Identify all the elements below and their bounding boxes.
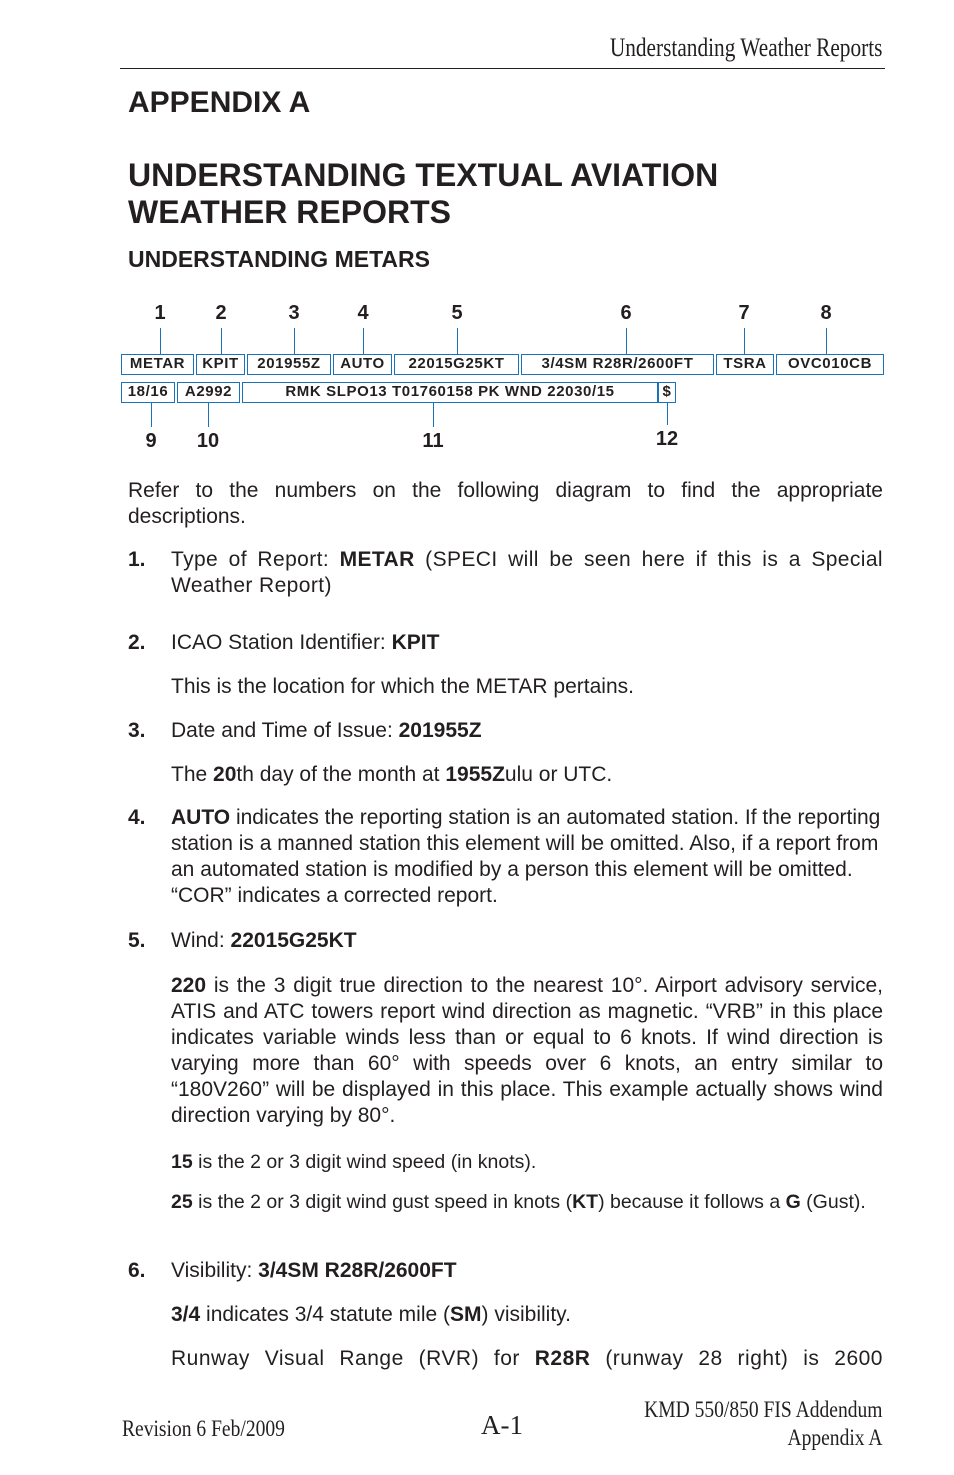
item-5-direction-value: 220 <box>171 974 207 997</box>
callout-5: 5 <box>451 302 463 324</box>
item-number-3: 3. <box>128 719 146 742</box>
item-1-text <box>171 547 883 599</box>
item-3-detail-time: 1955Z <box>445 763 505 786</box>
callout-10: 10 <box>196 430 220 452</box>
item-6-vis-value: 3/4 <box>171 1303 201 1326</box>
item-5-value: 22015G25KT <box>230 929 357 952</box>
item-6-rvr <box>171 1346 883 1372</box>
item-2-value: KPIT <box>391 631 440 654</box>
item-3-text <box>171 718 883 744</box>
callout-9: 9 <box>145 430 157 452</box>
item-6-vis-desc-a: indicates 3/4 statute mile ( <box>200 1303 450 1326</box>
item-6-rvr-desc-b: (runway 28 right) is 2600 <box>590 1347 883 1370</box>
item-6-label: Visibility: <box>171 1259 259 1282</box>
item-6-text <box>171 1258 883 1284</box>
callout-2: 2 <box>215 302 227 324</box>
metar-segment-sky: OVC010CB <box>776 354 884 375</box>
item-number-5: 5. <box>128 929 146 952</box>
item-3-detail-day: 20 <box>213 763 237 786</box>
metar-segment-report-type: METAR <box>121 354 194 375</box>
item-5-gust <box>171 1190 883 1215</box>
intro-paragraph: Refer to the numbers on the following diagram to find the appropriate descriptions. <box>128 479 883 528</box>
item-5-speed-value: 15 <box>171 1151 193 1173</box>
item-3-detail-c: th day of the month at <box>236 763 446 786</box>
item-4-text <box>171 805 883 909</box>
metar-segment-wind: 22015G25KT <box>394 354 519 375</box>
callout-1: 1 <box>154 302 166 324</box>
running-header: Understanding Weather Reports <box>609 33 882 62</box>
item-5-speed <box>171 1150 883 1175</box>
callout-tick-1 <box>160 328 161 354</box>
item-3-detail <box>171 762 883 788</box>
callout-11: 11 <box>422 430 444 452</box>
item-number-1: 1. <box>128 548 146 571</box>
item-5-label: Wind: <box>171 929 231 952</box>
callout-tick-11 <box>433 403 434 427</box>
item-5-gust-kt: KT <box>572 1191 599 1213</box>
item-5-text <box>171 928 883 954</box>
callout-tick-12 <box>667 403 668 425</box>
item-6-vis-desc-b: ) visibility. <box>481 1303 571 1326</box>
item-number-2: 2. <box>128 631 146 654</box>
item-number-4: 4. <box>128 806 146 829</box>
footer-doc-section: Appendix A <box>786 1425 882 1450</box>
item-5-gust-g: G <box>785 1191 801 1213</box>
item-3-value: 201955Z <box>398 719 482 742</box>
callout-tick-4 <box>363 328 364 354</box>
item-1-value: METAR <box>339 548 415 571</box>
callout-12: 12 <box>655 428 679 450</box>
footer-revision: Revision 6 Feb/2009 <box>122 1416 285 1441</box>
item-6-rvr-runway: R28R <box>534 1347 591 1370</box>
item-1-desc: (SPECI will be seen here if this is a Special Weather Report) <box>171 548 883 597</box>
item-2-label: ICAO Station Identifier: <box>171 631 392 654</box>
callout-4: 4 <box>357 302 369 324</box>
callout-tick-8 <box>826 328 827 354</box>
metar-segment-time: 201955Z <box>247 354 331 375</box>
section-title: UNDERSTANDING METARS <box>128 246 430 272</box>
metar-segment-auto: AUTO <box>333 354 392 375</box>
metar-segment-weather: TSRA <box>716 354 774 375</box>
item-1-label: Type of Report: <box>171 548 340 571</box>
callout-6: 6 <box>620 302 632 324</box>
item-4-desc: indicates the reporting station is an automated station. If the reporting station is a manned station this element will be omitted. Also, if a report from an automated station is modified by a person this element will be omitted. “COR” indicates a corrected report. <box>171 806 881 907</box>
item-6-value: 3/4SM R28R/2600FT <box>258 1259 457 1282</box>
callout-tick-9 <box>151 403 152 427</box>
metar-segment-visibility: 3/4SM R28R/2600FT <box>521 354 714 375</box>
item-2-text <box>171 630 883 656</box>
callout-3: 3 <box>288 302 300 324</box>
item-5-direction <box>171 973 883 1129</box>
callout-7: 7 <box>738 302 750 324</box>
item-5-gust-desc-a: is the 2 or 3 digit wind gust speed in knots ( <box>192 1191 573 1213</box>
callout-tick-5 <box>457 328 458 354</box>
item-3-detail-e: ulu or UTC. <box>504 763 613 786</box>
item-5-gust-desc-c: (Gust). <box>800 1191 866 1213</box>
main-title: UNDERSTANDING TEXTUAL AVIATION WEATHER REPORTS <box>128 157 719 230</box>
item-3-detail-a: The <box>171 763 214 786</box>
item-5-gust-value: 25 <box>171 1191 193 1213</box>
metar-diagram <box>0 0 954 470</box>
metar-segment-remarks: RMK SLPO13 T01760158 PK WND 22030/15 <box>242 382 658 403</box>
metar-segment-temp-dew: 18/16 <box>121 382 175 403</box>
metar-segment-altimeter: A2992 <box>177 382 240 403</box>
item-4-value: AUTO <box>171 806 231 829</box>
metar-segment-maintenance: $ <box>658 382 676 403</box>
appendix-title: APPENDIX A <box>128 86 311 119</box>
item-number-6: 6. <box>128 1259 146 1282</box>
item-6-vis-sm: SM <box>450 1303 482 1326</box>
callout-tick-6 <box>626 328 627 354</box>
metar-segment-station: KPIT <box>196 354 245 375</box>
item-5-gust-desc-b: ) because it follows a <box>598 1191 786 1213</box>
callout-tick-2 <box>221 328 222 354</box>
item-3-label: Date and Time of Issue: <box>171 719 399 742</box>
item-6-rvr-desc-a: Runway Visual Range (RVR) for <box>171 1347 535 1370</box>
item-5-direction-desc: is the 3 digit true direction to the nearest 10°. Airport advisory service, ATIS and ATC towers report wind direction as magnetic. “VRB” in this place indicates variable winds less than or equal to 6 knots. If wind direction is varying more than 60° with speeds over 6 knots, an entry similar to “180V260” will be displayed in this place. This example actually shows wind direction varying by 80°. <box>171 974 883 1127</box>
item-2-detail: This is the location for which the METAR pertains. <box>171 675 634 698</box>
footer-doc-title: KMD 550/850 FIS Addendum <box>643 1397 882 1422</box>
callout-tick-10 <box>208 403 209 427</box>
callout-tick-7 <box>744 328 745 354</box>
footer-page-number: A-1 <box>481 1410 523 1440</box>
callout-tick-3 <box>294 328 295 354</box>
footer-document <box>644 1396 882 1452</box>
item-6-visibility <box>171 1302 883 1328</box>
item-5-speed-desc: is the 2 or 3 digit wind speed (in knots). <box>192 1151 537 1173</box>
callout-8: 8 <box>820 302 832 324</box>
